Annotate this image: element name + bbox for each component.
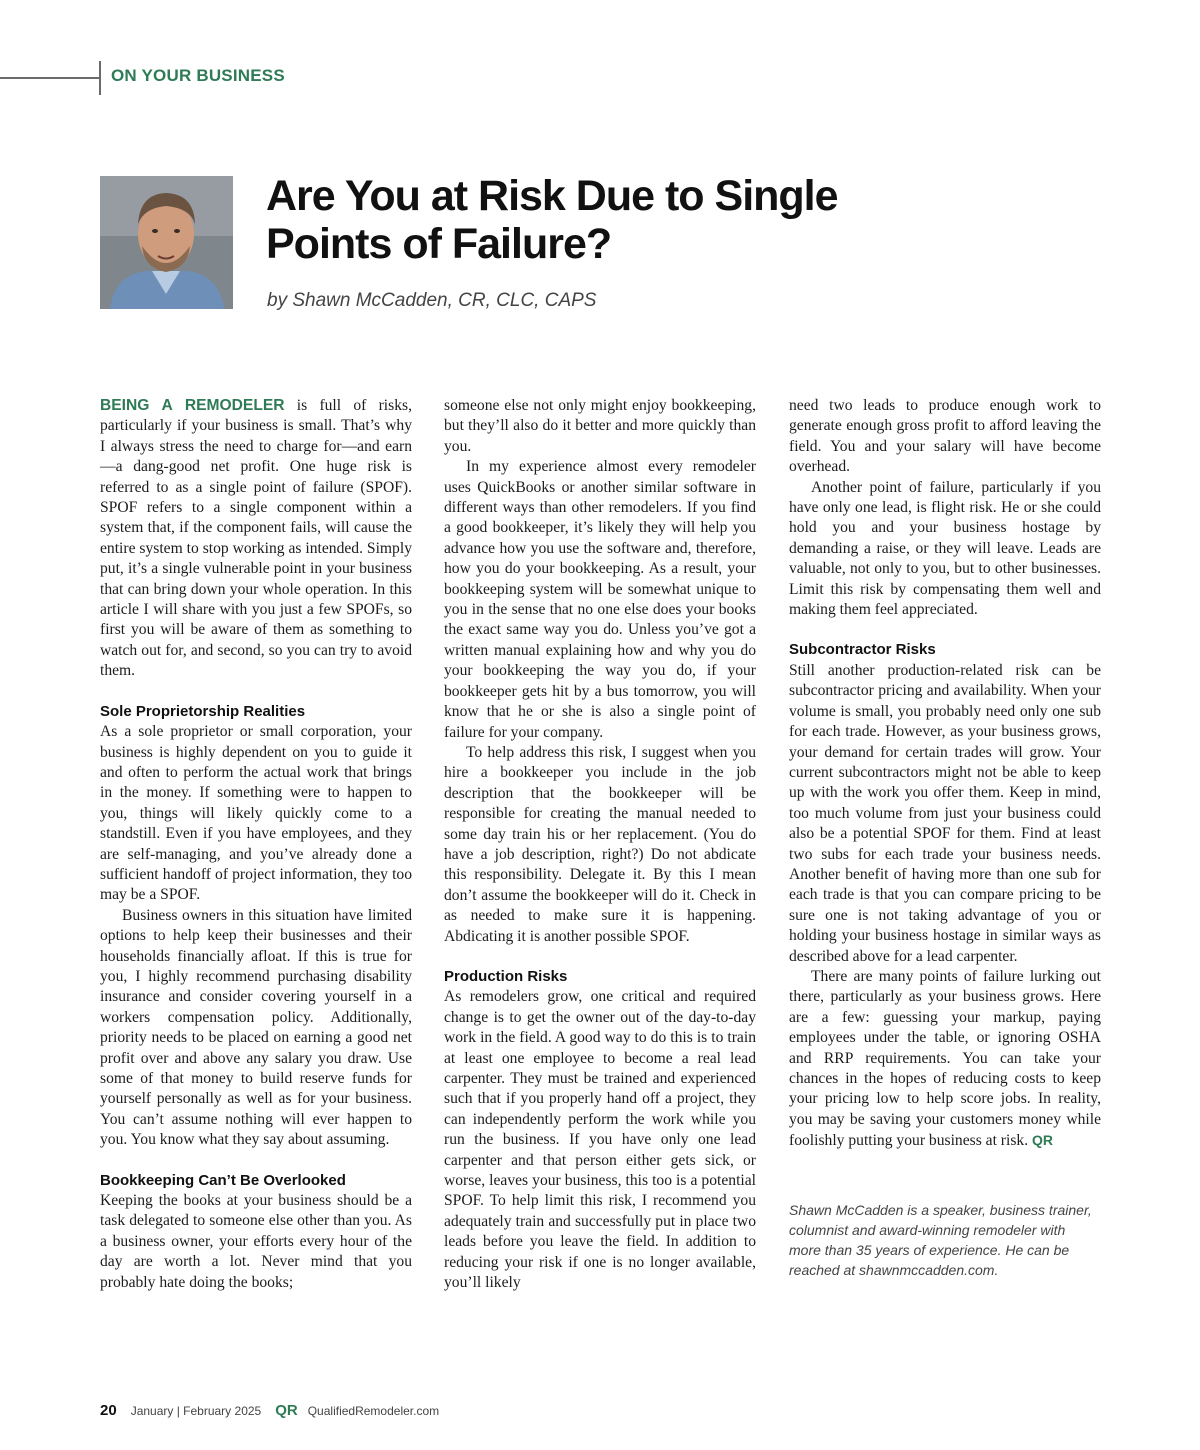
- intro-text: is full of risks, particularly if your business is small. That’s why I always stress the need to charge for—and earn—a dang-good net profit. One huge risk is referred to as a single point of failure (SPOF). SPOF refers to a single component within a system that, if the component fails, will cause the entire system to stop working as intended. Simply put, it’s a single vulnerable point in your business that can bring down your whole operation. In this article I will share with you just a few SPOFs, so first you will be aware of them as something to watch out for, and second, so you can try to avoid them.: [100, 397, 412, 680]
- end-mark: QR: [1032, 1132, 1054, 1149]
- paragraph: In my experience almost every remodeler uses QuickBooks or another similar software in different ways than other remodelers. If you find a good bookkeeper, it’s likely they will help you advance how you use the software and, therefore, how you do your bookkeeping. As a result, your bookkeeping system will be somewhat unique to you in the sense that no one else does your books the exact same way you do. Unless you’ve got a written manual explaining how and why you do your bookkeeping the way you do, if your bookkeeper gets hit by a bus tomorrow, you will know that he or she is also a single point of failure for your company.: [444, 458, 756, 741]
- page-number: 20: [100, 1402, 117, 1419]
- paragraph: Still another production-related risk can be subcontractor pricing and availability. When your volume is small, you probably need only one sub for each trade. However, as your business grows, your demand for certain trades will grow. Your current subcontractors might not be able to keep up with the work you offer them. Keep in mind, too much volume from just your business could also be a potential SPOF for them. Find at least two subs for each trade your business needs. Another benefit of having more than one sub for each trade is that you can compare pricing to be sure one is not taking advantage of you or holding your business hostage in similar ways as described above for a lead carpenter.: [789, 661, 1101, 965]
- article-title: Are You at Risk Due to Single Points of Failure?: [266, 172, 838, 268]
- paragraph: As remodelers grow, one critical and required change is to get the owner out of the day-to-day work in the field. A good way to do this is to train at least one employee to become a real lead carpenter. They must be trained and experienced such that if you properly hand off a project, they can independently perform the work while you run the business. If you have only one lead carpenter and that person either gets sick, or worse, leaves your business, this too is a potential SPOF. To help limit this risk, I recommend you adequately train and successfully put in place two leads before you leave the field. In addition to reducing your risk if one is no longer available, you’ll likely: [444, 988, 756, 1292]
- header-divider: [99, 61, 101, 95]
- paragraph: someone else not only might enjoy bookkeeping, but they’ll also do it better and more quickly than you.: [444, 397, 756, 455]
- column-3: [789, 396, 1101, 1280]
- publication-logo: QR: [275, 1402, 298, 1419]
- paragraph: Another point of failure, particularly if you have only one lead, is flight risk. He or she could hold you and your business hostage by demanding a raise, or they will leave. Leads are valuable, not only to you, but to other businesses. Limit this risk by compensating them well and making them feel appreciated.: [789, 478, 1101, 619]
- author-portrait-icon: [100, 176, 233, 309]
- paragraph: need two leads to produce enough work to generate enough gross profit to afford leaving the field. You and your salary will have become overhead.: [789, 397, 1101, 476]
- closing-text: There are many points of failure lurking out there, particularly as your business grows. Here are a few: guessing your markup, paying employees under the table, or ignoring OSHA and RRP requirements. You can take your chances in the hopes of reducing costs to keep your pricing low to help score jobs. In reality, you may be saving your customers money while foolishly putting your business at risk.: [789, 967, 1101, 1150]
- paragraph: As a sole proprietor or small corporation, your business is highly dependent on you to guide it and often to perform the actual work that brings in the money. If something were to happen to you, things will likely quickly come to a standstill. Even if you have employees, and they are self-managing, and you’ve already done a sufficient handoff of project information, they too may be a SPOF.: [100, 723, 412, 904]
- lead-in: BEING A REMODELER: [100, 397, 285, 414]
- author-bio: Shawn McCadden is a speaker, business trainer, columnist and award-winning remodeler with more than 35 years of experience. He can be reached at shawnmccadden.com.: [789, 1201, 1092, 1278]
- heading-sole-proprietorship: Sole Proprietorship Realities: [100, 702, 306, 720]
- author-photo: [100, 176, 233, 309]
- closing-paragraph: [789, 967, 1101, 1152]
- paragraph: To help address this risk, I suggest when you hire a bookkeeper you include in the job description that the bookkeeper will be responsible for creating the manual needed to some day train his or her replacement. (You do have a job description, right?) Do not abdicate this responsibility. Delegate it. By this I mean don’t assume the bookkeeper will do it. Check in as needed to make sure it is happening. Abdicating it is another possible SPOF.: [444, 743, 756, 945]
- heading-subcontractor-risks: Subcontractor Risks: [789, 641, 936, 659]
- column-2: [444, 396, 756, 1293]
- column-1: [100, 396, 412, 1293]
- page-footer: [100, 1402, 439, 1419]
- byline: by Shawn McCadden, CR, CLC, CAPS: [267, 290, 597, 311]
- heading-bookkeeping: Bookkeeping Can’t Be Overlooked: [100, 1171, 346, 1189]
- issue-date: January | February 2025: [130, 1404, 262, 1418]
- section-label: ON YOUR BUSINESS: [111, 66, 285, 85]
- heading-production-risks: Production Risks: [444, 967, 568, 985]
- header-rule: [0, 77, 100, 79]
- paragraph: Business owners in this situation have limited options to help keep their businesses and their households financially afloat. If this is true for you, I highly recommend purchasing disability insurance and consider covering yourself in a workers compensation policy. Additionally, priority needs to be placed on earning a good net profit over and above any salary you draw. Use some of that money to build reserve funds for yourself personally as well as for your business. You can’t assume nothing will ever happen to you. You know what they say about assuming.: [100, 906, 412, 1149]
- website: QualifiedRemodeler.com: [307, 1404, 440, 1418]
- paragraph: Keeping the books at your business should be a task delegated to someone else other than you. As a business owner, your efforts every hour of the day are worth a lot. Never mind that you probably hate doing the books;: [100, 1192, 412, 1291]
- intro-paragraph: [100, 396, 412, 682]
